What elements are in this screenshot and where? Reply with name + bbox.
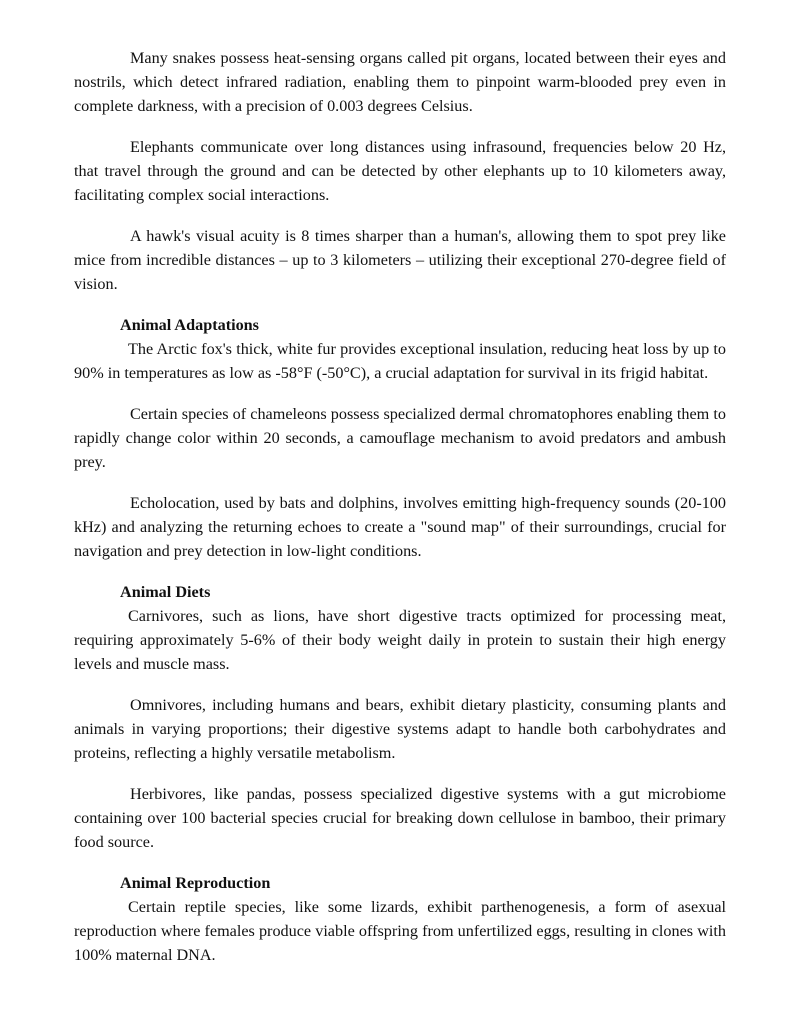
paragraph-echolocation: Echolocation, used by bats and dolphins, involves emitting high-frequency sounds (20-100 kHz) and analyzing the returning echoes to create a "sound map" of their surroundings, crucial for navigation and prey detection in low-light conditions. xyxy=(74,494,726,560)
paragraph-herbivores: Herbivores, like pandas, possess specialized digestive systems with a gut microbiome containing over 100 bacterial species crucial for breaking down cellulose in bamboo, their primary food source. xyxy=(74,785,726,851)
paragraph-chameleons: Certain species of chameleons possess specialized dermal chromatophores enabling them to rapidly change color within 20 seconds, a camouflage mechanism to avoid predators and ambush prey. xyxy=(74,405,726,471)
paragraph-arctic-fox: The Arctic fox's thick, white fur provides exceptional insulation, reducing heat loss by up to 90% in temperatures as low as -58°F (-50°C), a crucial adaptation for survival in its frigid habitat. xyxy=(74,340,726,382)
heading-animal-adaptations: Animal Adaptations xyxy=(120,316,259,334)
paragraph-hawk-vision: A hawk's visual acuity is 8 times sharper than a human's, allowing them to spot prey like mice from incredible distances – up to 3 kilometers – utilizing their exceptional 270-degree field of vision. xyxy=(74,227,726,293)
heading-animal-diets: Animal Diets xyxy=(120,583,211,601)
document-page xyxy=(74,46,726,984)
heading-animal-reproduction: Animal Reproduction xyxy=(120,874,271,892)
paragraph-omnivores: Omnivores, including humans and bears, exhibit dietary plasticity, consuming plants and animals in varying proportions; their digestive systems adapt to handle both carbohydrates and proteins, reflecting a highly versatile metabolism. xyxy=(74,696,726,762)
paragraph-carnivores: Carnivores, such as lions, have short digestive tracts optimized for processing meat, requiring approximately 5-6% of their body weight daily in protein to sustain their high energy levels and muscle mass. xyxy=(74,607,726,673)
paragraph-parthenogenesis: Certain reptile species, like some lizards, exhibit parthenogenesis, a form of asexual reproduction where females produce viable offspring from unfertilized eggs, resulting in clones with 100% maternal DNA. xyxy=(74,898,726,964)
paragraph-elephant-infrasound: Elephants communicate over long distances using infrasound, frequencies below 20 Hz, that travel through the ground and can be detected by other elephants up to 10 kilometers away, facilitating complex social interactions. xyxy=(74,138,726,204)
paragraph-snake-pit-organs: Many snakes possess heat-sensing organs called pit organs, located between their eyes and nostrils, which detect infrared radiation, enabling them to pinpoint warm-blooded prey even in complete darkness, with a precision of 0.003 degrees Celsius. xyxy=(74,49,726,115)
